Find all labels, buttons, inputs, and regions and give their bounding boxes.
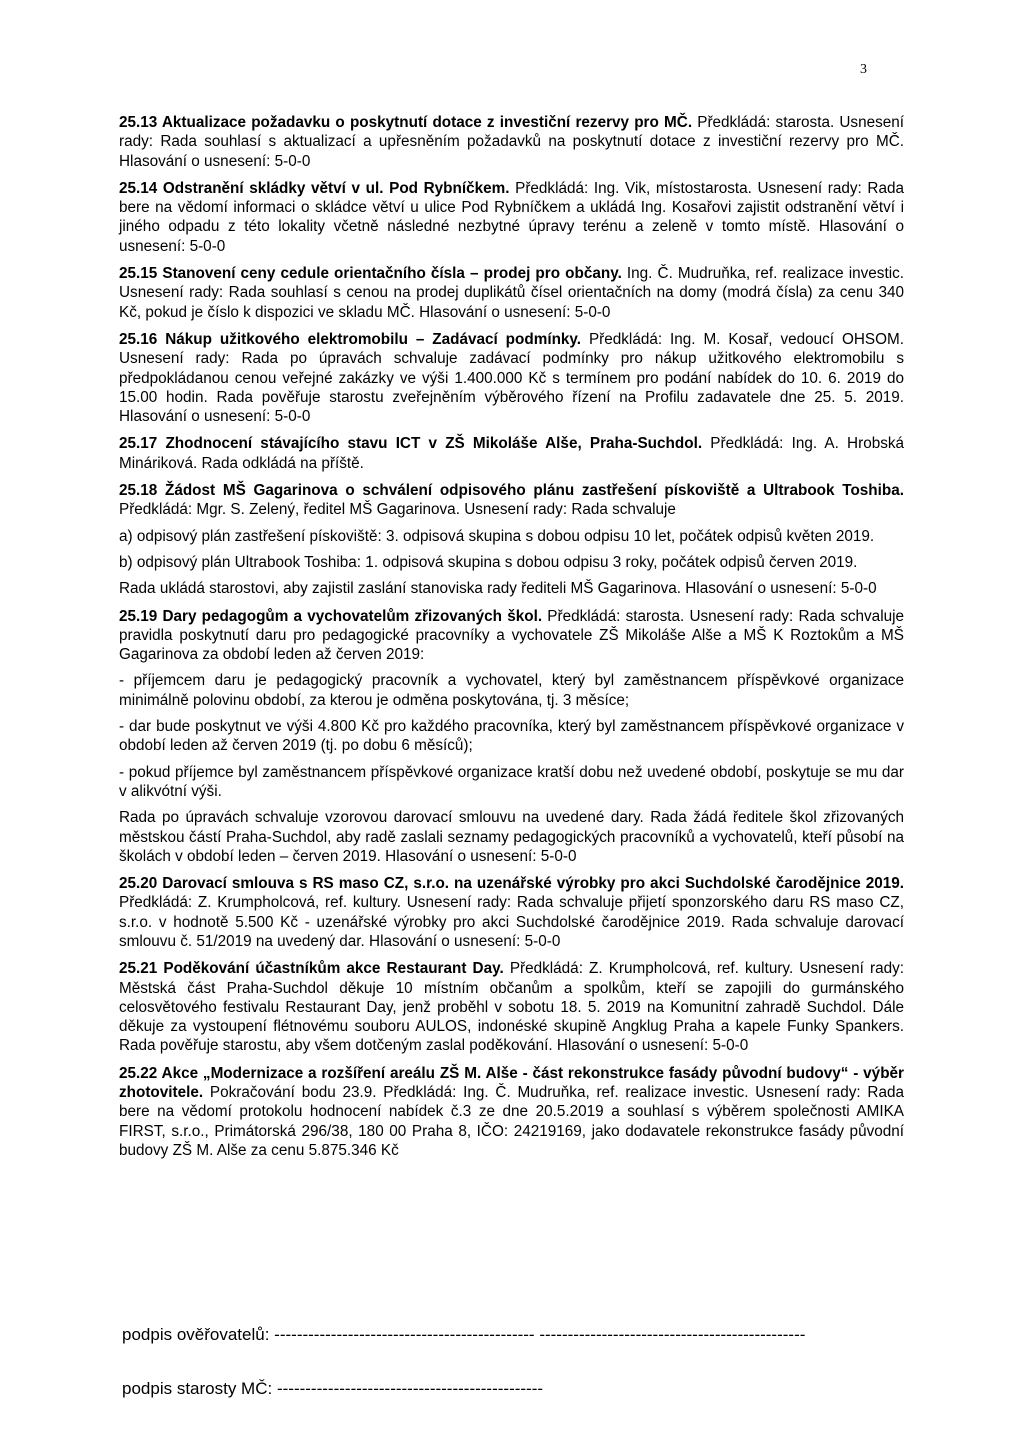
- resolution-text: Předkládá: starosta. Usnesení rady: Rada souhlasí s aktualizací a upřesněním požadavků na poskytnutí dotace z investiční rezervy pro MČ. Hlasování o usnesení: 5-0-0: [119, 114, 905, 170]
- resolution-text: Předkládá: Ing. A. Hrobská Mináriková. Rada odkládá na příště.: [119, 435, 905, 472]
- resolution-paragraph: [119, 434, 904, 473]
- signature-block: [122, 1325, 902, 1399]
- resolution-paragraph: [119, 607, 904, 665]
- verifiers-signature-line-1: ----------------------------------------------: [274, 1325, 535, 1344]
- resolution-text: Pokračování bodu 23.9. Předkládá: Ing. Č. Mudruňka, ref. realizace investic. Usnesení rady: Rada bere na vědomí protokolu hodnocení nabídek č.3 ze dne 20.5.2019 a souhlasí s výběrem společnosti AMIKA FIRST, s.r.o., Primátorská 296/38, 180 00 Praha 8, IČO: 24219169, jako dodavatele rekonstrukce fasády původní budovy ZŠ M. Alše za cenu 5.875.346 Kč: [119, 1084, 905, 1159]
- resolution-heading: 25.14 Odstranění skládky větví v ul. Pod Rybníčkem.: [119, 179, 510, 197]
- resolution-item: [119, 113, 904, 171]
- resolution-heading: 25.15 Stanovení ceny cedule orientačního čísla – prodej pro občany.: [119, 265, 622, 283]
- condition-list-item: - dar bude poskytnut ve výši 4.800 Kč pro každého pracovníka, který byl zaměstnancem příspěvkové organizace v období leden až červen 2019 (tj. po dobu 6 měsíců);: [119, 718, 904, 755]
- condition-list-item: - pokud příjemce byl zaměstnancem příspěvkové organizace kratší dobu než uvedené období, poskytuje se mu dar v alikvótní výši.: [119, 763, 904, 800]
- mayor-signature-line: -----------------------------------------------: [276, 1379, 544, 1398]
- resolution-paragraph: [119, 179, 904, 256]
- resolution-paragraph: [119, 527, 904, 546]
- verifiers-signature-row: [122, 1325, 902, 1345]
- page-number: 3: [860, 62, 867, 77]
- mayor-signature-label: podpis starosty MČ:: [122, 1379, 273, 1398]
- resolution-item: [119, 330, 904, 426]
- resolution-text: Předkládá: Z. Krumpholcová, ref. kultury. Usnesení rady: Městská část Praha-Suchdol děkuje 10 místním občanům a spolkům, kteří se zapojili do gurmánského celosvětového festivalu Restaurant Day, jenž proběhl v sobotu 18. 5. 2019 na Komunitní zahradě Suchdol. Dále děkuje za vystoupení flétnovému souboru AULOS, indonéské skupině Angklug Praha a kapele Funky Spankers. Rada pověřuje starostu, aby všem dotčeným zaslal poděkování. Hlasování o usnesení: 5-0-0: [119, 960, 905, 1055]
- resolution-paragraph: [119, 874, 904, 951]
- resolution-item: [119, 434, 904, 473]
- resolution-paragraph: [119, 959, 904, 1055]
- mayor-signature-row: [122, 1379, 902, 1399]
- resolutions-list: [119, 113, 904, 1168]
- resolution-heading: 25.22 Akce „Modernizace a rozšíření areálu ZŠ M. Alše - část rekonstrukce fasády původní budovy“ - výběr zhotovitele.: [119, 1064, 904, 1102]
- resolution-paragraph: [119, 579, 904, 598]
- resolution-paragraph: [119, 330, 904, 426]
- resolution-item: [119, 264, 904, 322]
- resolution-paragraph: [119, 264, 904, 322]
- resolution-paragraph: [119, 1064, 904, 1160]
- resolution-text: Předkládá: Ing. M. Kosař, vedoucí OHSOM. Usnesení rady: Rada po úpravách schvaluje zadávací podmínky pro nákup užitkového elektromobilu s předpokládanou cenou veřejné zakázky ve výši 1.400.000 Kč s termínem pro podání nabídek do 10. 6. 2019 do 15.00 hodin. Rada pověřuje starostu zveřejněním výběrového řízení na Profilu zadavatele dne 25. 5. 2019. Hlasování o usnesení: 5-0-0: [119, 330, 905, 426]
- verifiers-signature-label: podpis ověřovatelů:: [122, 1325, 270, 1344]
- conditions-list: [119, 671, 904, 801]
- resolution-item: [119, 179, 904, 256]
- resolution-heading: 25.18 Žádost MŠ Gagarinova o schválení odpisového plánu zastřešení pískoviště a Ultrabook Toshiba.: [119, 482, 904, 500]
- resolution-heading: 25.21 Poděkování účastníkům akce Restaurant Day.: [119, 960, 504, 978]
- resolution-heading: 25.19 Dary pedagogům a vychovatelům zřizovaných škol.: [119, 607, 543, 625]
- resolution-text: b) odpisový plán Ultrabook Toshiba: 1. odpisová skupina s dobou odpisu 3 roky, počátek odpisů červen 2019.: [119, 553, 858, 571]
- resolution-text: Předkládá: Ing. Vik, místostarosta. Usnesení rady: Rada bere na vědomí informaci o skládce větví u ulice Pod Rybníčkem a ukládá Ing. Kosařovi zajistit odstranění větví i jiného odpadu z této lokality včetně následné nezbytné úpravy terénu a zeleně v tomto místě. Hlasování o usnesení: 5-0-0: [119, 179, 904, 255]
- verifiers-signature-line-2: -----------------------------------------------: [539, 1325, 806, 1344]
- resolution-heading: 25.13 Aktualizace požadavku o poskytnutí dotace z investiční rezervy pro MČ.: [119, 114, 693, 131]
- condition-list-item: - příjemcem daru je pedagogický pracovník a vychovatel, který byl zaměstnancem příspěvkové organizace minimálně polovinu období, za kterou je odměna poskytována, tj. 3 měsíce;: [119, 672, 904, 709]
- resolution-text: Ing. Č. Mudruňka, ref. realizace investic. Usnesení rady: Rada souhlasí s cenou na prodej duplikátů čísel orientačních na domy (modrá čísla) za cenu 340 Kč, pokud je číslo k dispozici ve skladu MČ. Hlasování o usnesení: 5-0-0: [119, 265, 904, 321]
- resolution-item: [119, 1064, 904, 1160]
- resolution-item: [119, 481, 904, 598]
- resolution-heading: 25.20 Darovací smlouva s RS maso CZ, s.r.o. na uzenářské výrobky pro akci Suchdolské čarodějnice 2019.: [119, 875, 904, 893]
- resolution-heading: 25.16 Nákup užitkového elektromobilu – Zadávací podmínky.: [119, 330, 582, 348]
- resolution-item: [119, 607, 904, 867]
- resolution-paragraph: [119, 481, 904, 520]
- resolution-text: a) odpisový plán zastřešení pískoviště: 3. odpisová skupina s dobou odpisu 10 let, počátek odpisů květen 2019.: [119, 527, 875, 545]
- resolution-paragraph: [119, 113, 904, 171]
- resolution-heading: 25.17 Zhodnocení stávajícího stavu ICT v ZŠ Mikoláše Alše, Praha-Suchdol.: [119, 435, 703, 453]
- resolution-paragraph: Rada po úpravách schvaluje vzorovou darovací smlouvu na uvedené dary. Rada žádá ředitele škol zřizovaných městskou částí Praha-Suchdol, aby radě zaslali seznamy pedagogických pracovníků a vychovatelů, kteří působí na školách v období leden – červen 2019. Hlasování o usnesení: 5-0-0: [119, 809, 904, 865]
- resolution-text: Předkládá: Mgr. S. Zelený, ředitel MŠ Gagarinova. Usnesení rady: Rada schvaluje: [119, 501, 676, 519]
- resolution-item: [119, 874, 904, 951]
- resolution-paragraph: [119, 553, 904, 572]
- resolution-text: Rada ukládá starostovi, aby zajistil zaslání stanoviska rady řediteli MŠ Gagarinova. Hlasování o usnesení: 5-0-0: [119, 580, 877, 598]
- resolution-text: Předkládá: starosta. Usnesení rady: Rada schvaluje pravidla poskytnutí daru pro pedagogické pracovníky a vychovatele ZŠ Mikoláše Alše a MŠ K Roztokům a MŠ Gagarinova za období leden až červen 2019:: [119, 607, 905, 664]
- resolution-text: Předkládá: Z. Krumpholcová, ref. kultury. Usnesení rady: Rada schvaluje přijetí sponzorského daru RS maso CZ, s.r.o. v hodnotě 5.500 Kč - uzenářské výrobky pro akci Suchdolské čarodějnice 2019. Rada schvaluje darovací smlouvu č. 51/2019 na uvedený dar. Hlasování o usnesení: 5-0-0: [119, 894, 904, 950]
- resolution-item: [119, 959, 904, 1055]
